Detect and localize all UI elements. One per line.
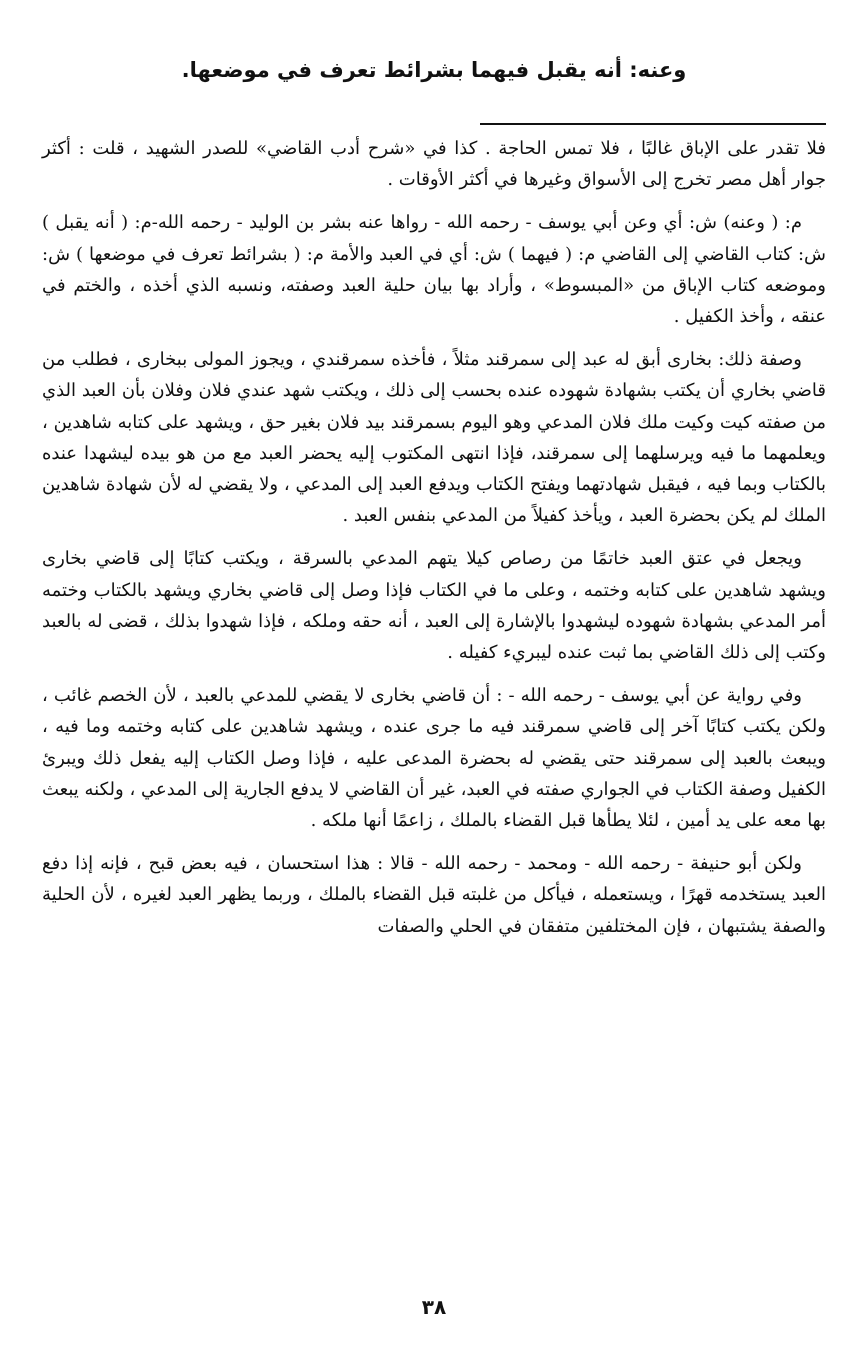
commentary-paragraph-2: م: ( وعنه) ش: أي وعن أبي يوسف - رحمه الله - رواها عنه بشر بن الوليد - رحمه الله-م: ( أنه يقبل ) ش: كتاب القاضي إلى القاضي م: ( فيهما ) ش: أي في العبد والأمة م: ( بشرائط تعرف في موضعها ) ش: وموضعه كتاب الإباق من «المبسوط» ، وأراد بها بيان حلية العبد وصفته، ونسبه الذي أخذه ، والختم في عنقه ، وأخذ الكفيل . (42, 212, 826, 328)
commentary-paragraph-4: ويجعل في عتق العبد خاتمًا من رصاص كيلا يتهم المدعي بالسرقة ، ويكتب كتابًا إلى قاضي بخارى ويشهد شاهدين على كتابه وختمه ، وعلى ما في الكتاب فإذا وصل إلى قاضي بخاري ويشهد بالكتاب وختمه أمر المدعي بشهادة شهوده ليشهدوا بالإشارة إلى العبد ، أنه حقه وملكه ، فإذا شهدوا بذلك ، قضى له بالعبد وكتب إلى ذلك القاضي بما ثبت عنده ليبريء كفيله . (42, 548, 827, 664)
matn-heading: وعنه: أنه يقبل فيهما بشرائط تعرف في موضعها. (181, 58, 687, 82)
page-number: ٣٨ (421, 1295, 447, 1319)
separator-rule (480, 123, 826, 125)
commentary-paragraph-3: وصفة ذلك: بخارى أبق له عبد إلى سمرقند مثلاً ، فأخذه سمرقندي ، ويجوز المولى ببخارى ، فطلب من قاضي بخاري أن يكتب بشهادة شهوده عنده بحسب إلى ذلك ، ويكتب شهد عندي فلان وفلان بأن العبد الذي من صفته كيت وكيت ملك فلان المدعي وهو اليوم بسمرقند بيد فلان بغير حق ، ويشهد على كتابه شاهدين ، ويعلمهما ما فيه ويرسلهما إلى سمرقند، فإذا انتهى المكتوب إليه يحضر العبد مع من هو بيده ليشهدا عنده بالكتاب وبما فيه ، فيقبل شهادتهما ويفتح الكتاب ويدفع العبد إلى المدعي ، ولا يقضي له لأن شهادة شاهدين الملك لم يكن بحضرة العبد ، ويأخذ كفيلاً من المدعي بنفس العبد . (42, 349, 826, 527)
commentary-paragraph-5: وفي رواية عن أبي يوسف - رحمه الله - : أن قاضي بخارى لا يقضي للمدعي بالعبد ، لأن الخصم غائب ، ولكن يكتب كتابًا آخر إلى قاضي سمرقند فيه ما جرى عنده ، ويشهد شاهدين على كتابه وختمه وما فيه ، ويبعث بالعبد إلى سمرقند حتى يقضي له بحضرة المدعى عليه ، فإذا وصل الكتاب إليه يفعل ذلك ويبرئ الكفيل وصفة الكتاب في الجواري صفته في العبد، غير أن القاضي لا يدفع الجارية إلى المدعي ، ولكنه يبعث بها معه على يد أمين ، لئلا يطأها قبل القضاء بالملك ، زاعمًا أنها ملكه . (42, 685, 826, 832)
commentary-paragraph-1: فلا تقدر على الإباق غالبًا ، فلا تمس الحاجة . كذا في «شرح أدب القاضي» للصدر الشهيد ، قلت : أكثر جوار أهل مصر تخرج إلى الأسواق وغيرها في أكثر الأوقات . (42, 138, 826, 191)
commentary-body (42, 133, 826, 954)
commentary-paragraph-6: ولكن أبو حنيفة - رحمه الله - ومحمد - رحمه الله - قالا : هذا استحسان ، فيه بعض قبح ، فإنه إذا دفع العبد يستخدمه قهرًا ، ويستعمله ، فيأكل من غلبته قبل القضاء بالملك ، وربما يظهر العبد لغيره ، لأن الحلية والصفة يشتبهان ، فإن المختلفين متفقان في الحلي والصفات (42, 853, 826, 937)
